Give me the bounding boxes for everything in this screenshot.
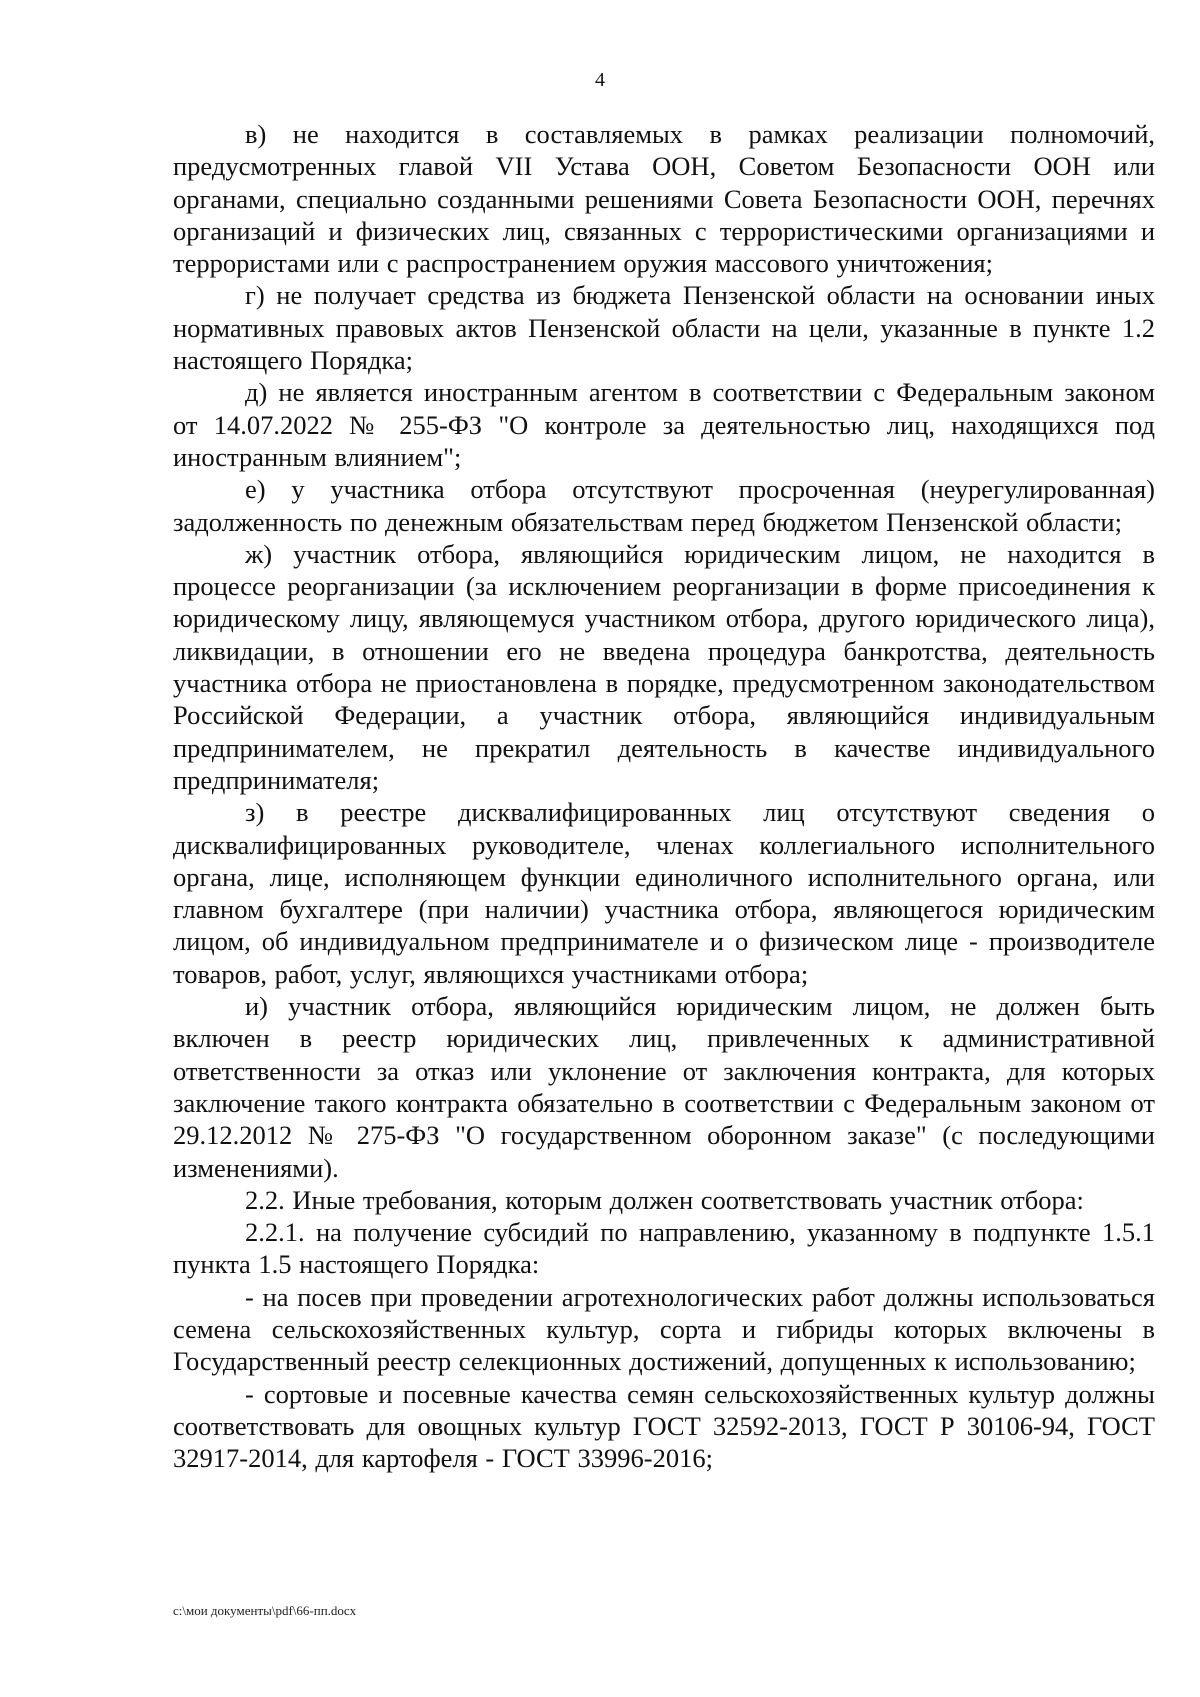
paragraph-e: е) у участника отбора отсутствуют просроченная (неурегулированная) задолженность по денежным обязательствам перед бюджетом Пензенской области; (173, 474, 1155, 537)
paragraph-zh: ж) участник отбора, являющийся юридическим лицом, не находится в процессе реорганизации (за исключением реорганизации в форме присоединения к юридическому лицу, являющемуся участником отбора, другого юридического лица), ликвидации, в отношении его не введена процедура банкротства, деятельность участника отбора не приостановлена в порядке, предусмотренном законодательством Российской Федерации, а участник отбора, являющийся индивидуальным предпринимателем, не прекратил деятельность в качестве индивидуального предпринимателя; (173, 538, 1155, 795)
list-item-seeds: - на посев при проведении агротехнологических работ должны использоваться семена сельскохозяйственных культур, сорта и гибриды которых включены в Государственный реестр селекционных достижений, допущенных к использованию; (173, 1281, 1155, 1377)
paragraph-g: г) не получает средства из бюджета Пензенской области на основании иных нормативных правовых актов Пензенской области на цели, указанные в пункте 1.2 настоящего Порядка; (173, 280, 1155, 376)
paragraph-2-2-1: 2.2.1. на получение субсидий по направлению, указанному в подпункте 1.5.1 пункта 1.5 настоящего Порядка: (173, 1217, 1155, 1280)
paragraph-2-2: 2.2. Иные требования, которым должен соответствовать участник отбора: (245, 1184, 1084, 1215)
document-body (173, 118, 1155, 1474)
page-number: 4 (595, 69, 605, 91)
paragraph-i: и) участник отбора, являющийся юридическим лицом, не должен быть включен в реестр юридических лиц, привлеченных к административной ответственности за отказ или уклонение от заключения контракта, для которых заключение такого контракта обязательно в соответствии с Федеральным законом от 29.12.2012 № 275-ФЗ "О государственном оборонном заказе" (с последующими изменениями). (173, 991, 1155, 1183)
list-item-seed-quality: - сортовые и посевные качества семян сельскохозяйственных культур должны соответствовать для овощных культур ГОСТ 32592-2013, ГОСТ Р 30106-94, ГОСТ 32917-2014, для картофеля - ГОСТ 33996-2016; (173, 1378, 1155, 1474)
paragraph-z: з) в реестре дисквалифицированных лиц отсутствуют сведения о дисквалифицированных руководителе, членах коллегиального исполнительного органа, лице, исполняющем функции единоличного исполнительного органа, или главном бухгалтере (при наличии) участника отбора, являющегося юридическим лицом, об индивидуальном предпринимателе и о физическом лице - производителе товаров, работ, услуг, являющихся участниками отбора; (173, 797, 1155, 989)
footer-file-path: c:\мои документы\pdf\66-пп.docx (173, 1603, 357, 1618)
paragraph-v: в) не находится в составляемых в рамках реализации полномочий, предусмотренных главой VII Устава ООН, Советом Безопасности ООН или органами, специально созданными решениями Совета Безопасности ООН, перечнях организаций и физических лиц, связанных с террористическими организациями и террористами или с распространением оружия массового уничтожения; (173, 119, 1155, 279)
paragraph-d: д) не является иностранным агентом в соответствии с Федеральным законом от 14.07.2022 № 255-ФЗ "О контроле за деятельностью лиц, находящихся под иностранным влиянием"; (173, 377, 1155, 472)
